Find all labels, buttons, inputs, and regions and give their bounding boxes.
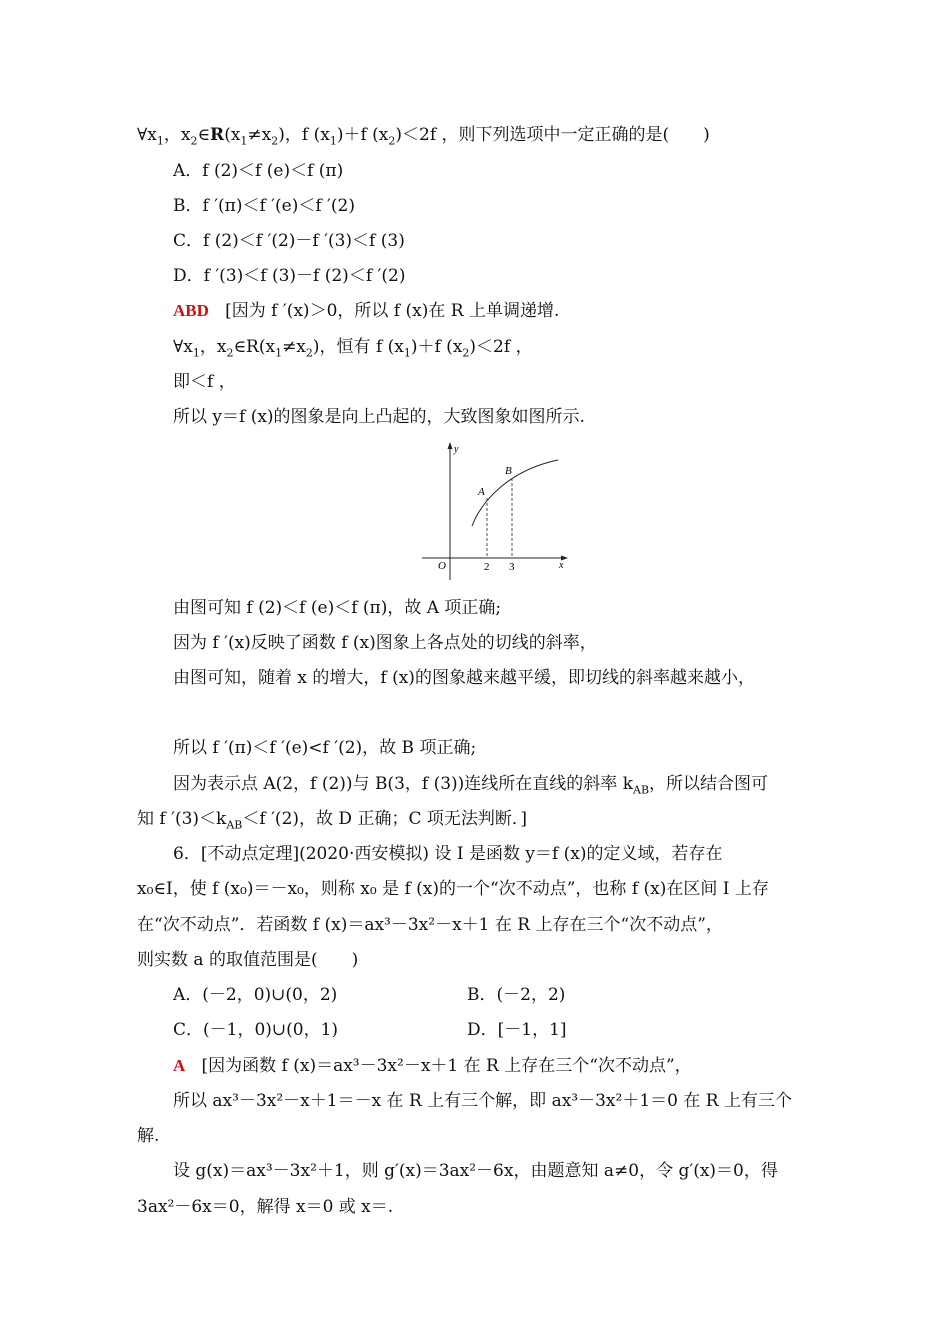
x-axis-label: x xyxy=(559,560,564,571)
y-axis-label: y xyxy=(454,444,459,455)
q5-solution-line-9: 因为表示点 A(2，f (2))与 B(3，f (3))连线所在直线的斜率 $k_{AB}$，所以结合图可 xyxy=(173,774,769,797)
q6-stem-line-2: x₀∈I，使 f (x₀)＝－x₀，则称 x₀ 是 f (x)的一个“次不动点”，也称 f (x)在区间 I 上存 xyxy=(137,879,769,899)
q5-option-a: A．f (2)＜f (e)＜f (π) xyxy=(173,161,344,181)
q5-solution-line-1: ABD [因为 f ′(x)＞0，所以 f (x)在 R 上单调递增. xyxy=(173,301,560,321)
q5-solution-line-5: 由图可知 f (2)＜f (e)＜f (π)，故 A 项正确; xyxy=(173,598,502,618)
origin-label: O xyxy=(438,560,446,572)
q6-stem-line-1: 6．[不动点定理](2020·西安模拟) 设 I 是函数 y＝f (x)的定义域，若存在 xyxy=(173,844,723,864)
q5-solution-line-4: 所以 y＝f (x)的图象是向上凸起的，大致图象如图所示. xyxy=(173,407,585,427)
q5-solution-line-10: 知 f $'(3)<k_{AB}<f$ ′(2)，故 D 正确；C 项无法判断．] xyxy=(137,809,527,832)
q5-option-d: D．f ′(3)＜f (3)－f (2)＜f ′(2) xyxy=(173,266,406,286)
q5-stem: $\forall x_1$，$x_2\in R(x_1\ne x_2)$，f $(x_1)+f$ $(x_2)<2f$ ，则下列选项中一定正确的是( ) xyxy=(137,125,710,148)
q5-option-c: C．f (2)＜f ′(2)－f ′(3)＜f (3) xyxy=(173,231,405,251)
q5-solution-line-8: 所以 f ′(π)＜f ′(e)<f ′(2)，故 B 项正确; xyxy=(173,738,477,758)
y-axis-arrow xyxy=(448,442,453,449)
q6-solution-line-3: 解. xyxy=(137,1126,160,1146)
q5-solution-line-7: 由图可知，随着 x 的增大，f (x)的图象越来越平缓，即切线的斜率越来越小， xyxy=(173,668,755,688)
q6-stem-line-3: 在“次不动点”．若函数 f (x)＝ax³－3x²－x＋1 在 R 上存在三个“次不动点”， xyxy=(137,915,723,935)
q6-solution-line-2: 所以 ax³－3x²－x＋1＝－x 在 R 上有三个解，即 ax³－3x²＋1＝0 在 R 上有三个 xyxy=(173,1091,792,1111)
q6-solution-line-5: 3ax²－6x＝0，解得 x＝0 或 x＝. xyxy=(137,1197,394,1217)
q5-option-b: B．f ′(π)＜f ′(e)＜f ′(2) xyxy=(173,196,356,216)
q6-option-b: B．(－2，2) xyxy=(467,985,566,1005)
q5-answer: ABD xyxy=(173,301,209,320)
tick-2-label: 2 xyxy=(484,561,490,573)
q6-option-c: C．(－1，0)∪(0，1) xyxy=(173,1020,339,1040)
tick-3-label: 3 xyxy=(509,561,515,573)
q6-option-a: A．(－2，0)∪(0，2) xyxy=(173,985,338,1005)
q6-option-d: D．[－1，1] xyxy=(467,1020,567,1040)
q5-solution-line-3: 即＜f ， xyxy=(173,372,236,392)
q6-solution-line-1: A [因为函数 f (x)＝ax³－3x²－x＋1 在 R 上存在三个“次不动点”， xyxy=(173,1056,692,1076)
q5-solution-line-6: 因为 f ′(x)反映了函数 f (x)图象上各点处的切线的斜率， xyxy=(173,633,597,653)
concave-function-graph xyxy=(418,440,570,586)
function-curve xyxy=(472,460,558,526)
point-b-label: B xyxy=(505,465,512,477)
q6-solution-line-4: 设 g(x)＝ax³－3x²＋1，则 g′(x)＝3ax²－6x，由题意知 a≠0，令 g′(x)＝0，得 xyxy=(173,1161,778,1181)
q6-answer: A xyxy=(173,1056,186,1075)
point-a-label: A xyxy=(478,486,485,498)
q5-solution-line-2: $\forall x_1$，$x_2\in R(x_1\ne x_2)$，恒有 f $(x_1)+f$ $(x_2)<2f$ ， xyxy=(173,337,533,360)
q6-stem-line-4: 则实数 a 的取值范围是( ) xyxy=(137,950,359,970)
